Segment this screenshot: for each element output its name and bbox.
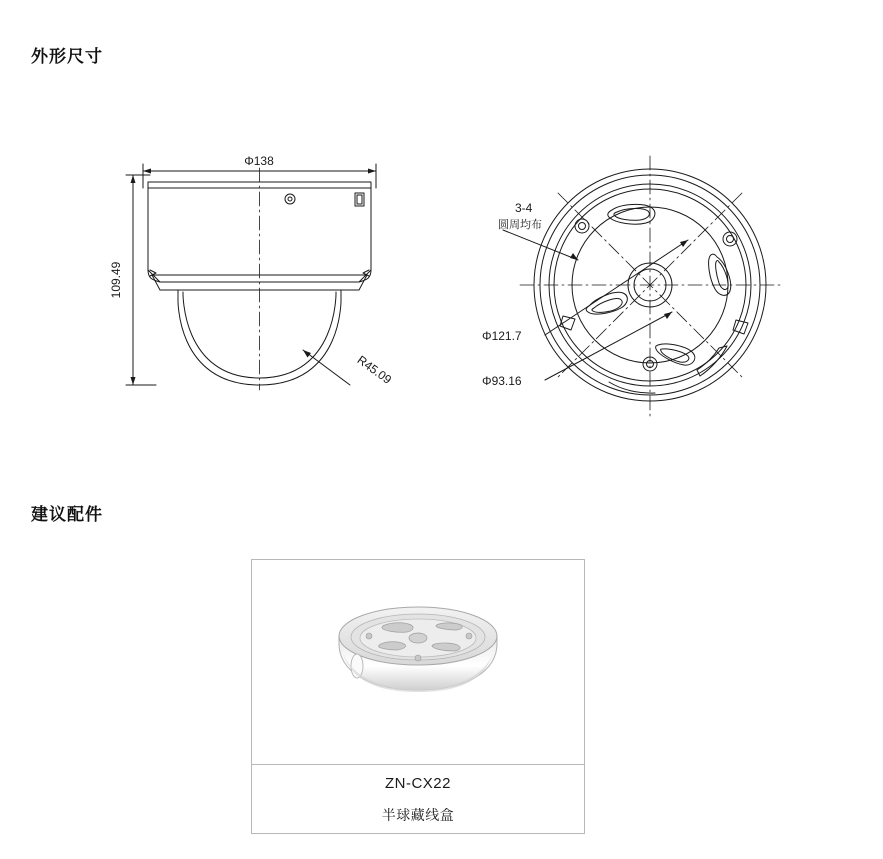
page-title-accessories: 建议配件 <box>31 505 103 524</box>
accessory-card <box>251 559 585 834</box>
dimension-label-holes-count: 3-4 <box>515 201 533 215</box>
bottom-view-outer-leader <box>545 240 688 335</box>
dimension-label-radius: R45.09 <box>354 352 395 387</box>
accessory-image <box>252 560 584 765</box>
dimensions-drawing <box>0 120 883 450</box>
dimension-label-outer-circle: Φ121.7 <box>482 329 522 343</box>
front-view-radius-leader <box>303 350 350 385</box>
front-view-height-dimension <box>126 175 156 385</box>
dimension-label-holes-distribution: 圆周均布 <box>498 219 542 231</box>
dimension-label-height: 109.49 <box>109 261 123 299</box>
junction-box-icon <box>323 592 513 732</box>
accessory-model: ZN-CX22 <box>384 775 451 792</box>
dimension-label-inner-circle: Φ93.16 <box>482 374 522 388</box>
page-title-dimensions: 外形尺寸 <box>31 47 103 66</box>
bottom-view-holes-leader <box>503 230 578 260</box>
dimension-label-width: Φ138 <box>244 154 274 168</box>
accessory-name: 半球藏线盒 <box>381 807 455 823</box>
